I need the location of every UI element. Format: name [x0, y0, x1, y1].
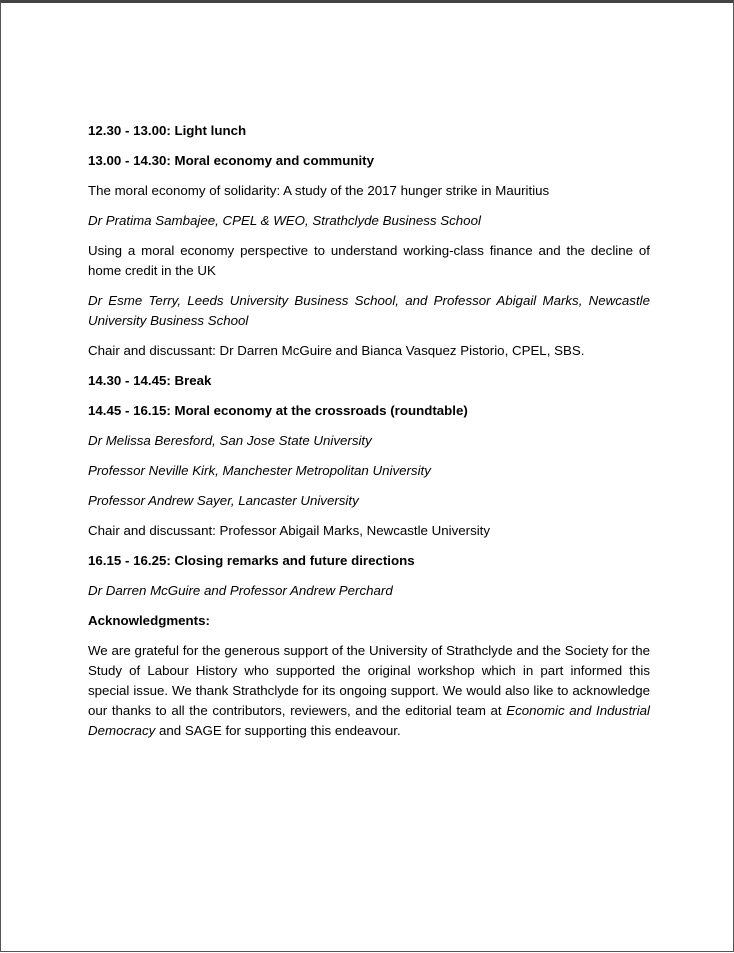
acknowledgments-text: [88, 641, 650, 741]
paper1-title: The moral economy of solidarity: A study of the 2017 hunger strike in Mauritius: [88, 183, 550, 198]
acknowledgments-text-part2: and SAGE for supporting this endeavour.: [155, 723, 401, 738]
closing-heading: 16.15 - 16.25: Closing remarks and future directions: [88, 553, 415, 568]
session2-heading: 14.45 - 16.15: Moral economy at the crossroads (roundtable): [88, 403, 468, 418]
paper2-title: Using a moral economy perspective to understand working-class finance and the decline of home credit in the UK: [88, 243, 650, 278]
session1-heading: 13.00 - 14.30: Moral economy and community: [88, 153, 374, 168]
acknowledgments-text-part1: We are grateful for the generous support of the University of Strathclyde and the Society for the Study of Labour History who supported the original workshop which in part informed this special issue. We thank Strathclyde for its ongoing support. We would also like to acknowledge our thanks to all the contributors, reviewers, and the editorial team at: [88, 643, 650, 718]
session1-chair: Chair and discussant: Dr Darren McGuire and Bianca Vasquez Pistorio, CPEL, SBS.: [88, 343, 585, 358]
closing-speakers: Dr Darren McGuire and Professor Andrew Perchard: [88, 583, 393, 598]
document-body: [88, 121, 650, 751]
paper1-authors: Dr Pratima Sambajee, CPEL & WEO, Strathclyde Business School: [88, 213, 481, 228]
panelist-2: Professor Neville Kirk, Manchester Metropolitan University: [88, 463, 431, 478]
panelist-1: Dr Melissa Beresford, San Jose State University: [88, 433, 372, 448]
paper2-authors: Dr Esme Terry, Leeds University Business School, and Professor Abigail Marks, Newcastle University Business School: [88, 293, 650, 328]
journal-name: Economic and Industrial Democracy: [88, 703, 650, 738]
lunch-heading: 12.30 - 13.00: Light lunch: [88, 123, 247, 138]
session2-chair: Chair and discussant: Professor Abigail Marks, Newcastle University: [88, 523, 491, 538]
acknowledgments-heading: Acknowledgments:: [88, 613, 210, 628]
panelist-3: Professor Andrew Sayer, Lancaster University: [88, 493, 359, 508]
break-heading: 14.30 - 14.45: Break: [88, 373, 212, 388]
